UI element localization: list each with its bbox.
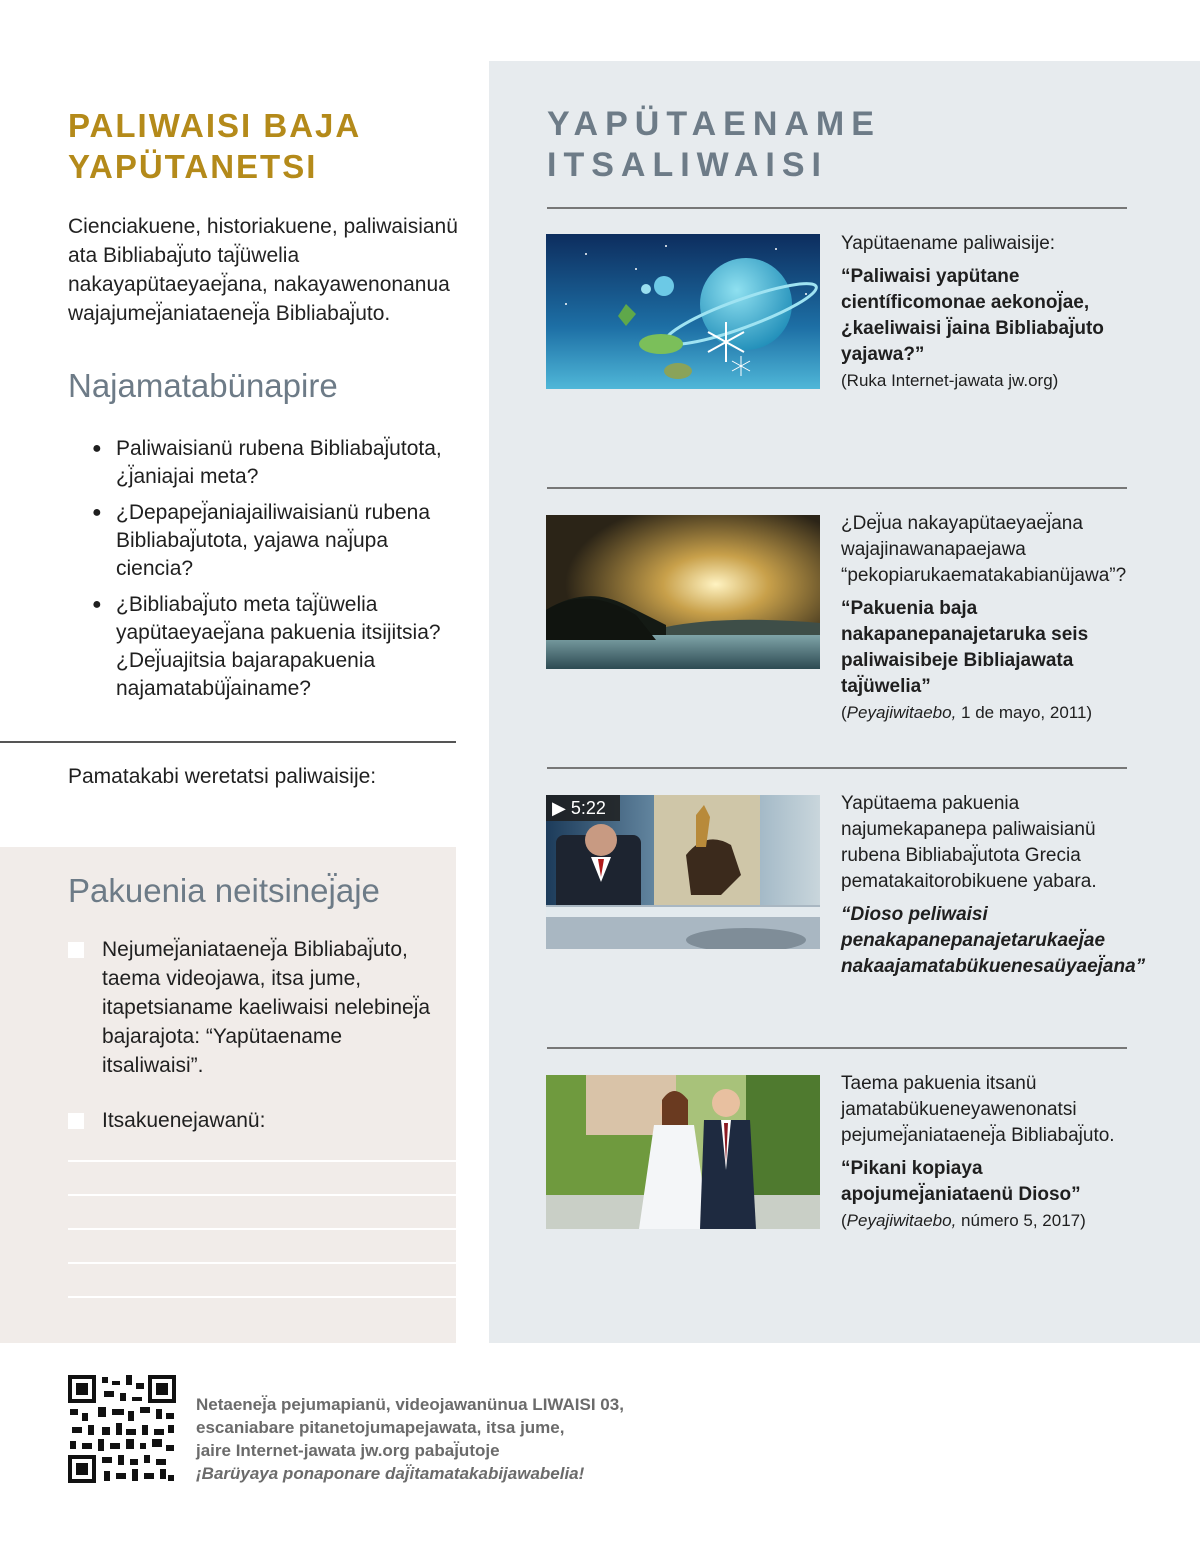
- footer-line: jaire Internet-jawata jw.org pabaj̈utoje: [196, 1441, 500, 1460]
- question-text: ¿Depapej̈aniajailiwaisianü rubena Bibliabaj̈utota, yajawa naj̈upa ciencia?: [116, 501, 431, 580]
- bullet-icon: ●: [92, 504, 102, 521]
- resource-card: [841, 1071, 1131, 1234]
- write-line[interactable]: [68, 1228, 456, 1230]
- divider: [0, 741, 456, 743]
- divider: [547, 767, 1127, 769]
- resource-source: (Ruka Internet-jawata jw.org): [841, 371, 1059, 390]
- todo-checkbox[interactable]: [68, 942, 84, 958]
- publication-date: 1 de mayo, 2011: [961, 703, 1087, 722]
- resource-intro: ¿Dej̈ua nakayapütaeyaej̈ana wajajinawanapaejawa “pekopiarukaematakabianüjawa”?: [841, 513, 1127, 586]
- question-text: Paliwaisianü rubena Bibliabaj̈utota, ¿j̈aniajai meta?: [116, 437, 442, 488]
- resource-source: (Peyajiwitaebo, 1 de mayo, 2011): [841, 703, 1093, 722]
- resources-heading: YAPÜTAENAME ITSALIWAISI: [547, 105, 881, 184]
- publication-date: número 5, 2017): [961, 1211, 1086, 1230]
- resource-card: [841, 791, 1146, 980]
- play-icon: ▶: [552, 798, 566, 818]
- video-presenter-horseman-image[interactable]: [546, 795, 820, 949]
- write-line[interactable]: [68, 1194, 456, 1196]
- footer-line: ¡Barüyaya ponaponare daj̈itamatakabijawabelia!: [196, 1464, 585, 1483]
- divider: [547, 207, 1127, 209]
- resource-title[interactable]: “Dioso peliwaisi penakapanepanajetarukaej̈ae nakaajamatabükuenesaüyaej̈ana”: [841, 904, 1146, 977]
- couple-walking-street-image[interactable]: [546, 1075, 820, 1229]
- video-duration-badge[interactable]: [546, 795, 620, 821]
- divider: [547, 487, 1127, 489]
- questions-heading: Najamatabünapire: [68, 367, 338, 404]
- intro-paragraph: Cienciakuene, historiakuene, paliwaisianü ata Bibliabaj̈uto taj̈üwelia nakayapütaeyaej̈ana, nakayawenonanua wajajumej̈aniataenej̈a Bibliabaj̈uto.: [68, 215, 458, 325]
- question-text: ¿Bibliabaj̈uto meta taj̈üwelia yapütaeyaej̈ana pakuenia itsijitsia? ¿Dej̈uajitsia bajarapakuenia najamatabüj̈ainame?: [116, 593, 441, 700]
- write-line[interactable]: [68, 1160, 456, 1162]
- resource-intro: Yapütaename paliwaisije:: [841, 233, 1056, 254]
- resource-card: [841, 231, 1131, 394]
- lesson-title: PALIWAISI BAJA YAPÜTANETSI: [68, 107, 361, 185]
- footer-line: escaniabare pitanetojumapejawata, itsa jume,: [196, 1418, 565, 1437]
- question-item: [92, 435, 452, 491]
- qr-code-graphic: [68, 1375, 176, 1483]
- todo-checkbox[interactable]: [68, 1113, 84, 1129]
- todo-heading: Pakuenia neitsinej̈aje: [68, 872, 380, 909]
- resource-title[interactable]: [841, 1156, 1131, 1234]
- resource-title[interactable]: “Paliwaisi yapütane científicomonae aekonoj̈ae, ¿kaeliwaisi j̈aina Bibliabaj̈uto yajawa?”: [841, 266, 1104, 365]
- question-item: [92, 499, 452, 583]
- resource-source: (Peyajiwitaebo, número 5, 2017): [841, 1211, 1086, 1230]
- todo-item-text: Nejumej̈aniataenej̈a Bibliabaj̈uto, taema videojawa, itsa jume, itapetsianame kaeliwaisi nelebinej̈a bajarajota: “Yapütaename itsaliwaisi”.: [102, 938, 431, 1077]
- qr-code[interactable]: [68, 1375, 176, 1483]
- next-lesson-label: Pamatakabi weretatsi paliwaisije:: [68, 765, 377, 788]
- video-duration: 5:22: [570, 798, 606, 818]
- stormy-sky-landscape-image[interactable]: [546, 515, 820, 669]
- write-line[interactable]: [68, 1296, 456, 1298]
- footer-line: Netaenej̈a pejumapianü, videojawanünua LIWAISI 03,: [196, 1395, 624, 1414]
- todo-item-text: Itsakuenejawanü:: [102, 1109, 266, 1132]
- publication-name: Peyajiwitaebo,: [846, 703, 957, 722]
- divider: [547, 1047, 1127, 1049]
- resource-title-text: “Pikani kopiaya apojumej̈aniataenü Dioso”: [841, 1158, 1081, 1205]
- resource-intro: Yapütaema pakuenia najumekapanepa paliwaisianü rubena Bibliabaj̈utota Grecia pematakaitorobikuene yabara.: [841, 793, 1097, 892]
- resource-card: [841, 511, 1131, 726]
- resource-title[interactable]: “Pakuenia baja nakapanepanajetaruka seis paliwaisibeje Bibliajawata taj̈üwelia”: [841, 598, 1089, 697]
- questions-list: [92, 435, 452, 711]
- planet-snowflake-leaves-image[interactable]: [546, 234, 820, 389]
- publication-name: Peyajiwitaebo,: [846, 1211, 957, 1230]
- question-item: [92, 591, 452, 703]
- bullet-icon: ●: [92, 596, 102, 613]
- footer-text: [196, 1393, 676, 1485]
- todo-panel: [0, 847, 456, 1343]
- bullet-icon: ●: [92, 440, 102, 457]
- write-line[interactable]: [68, 1262, 456, 1264]
- resource-intro: Taema pakuenia itsanü jamatabükueneyawenonatsi pejumej̈aniataenej̈a Bibliabaj̈uto.: [841, 1073, 1115, 1146]
